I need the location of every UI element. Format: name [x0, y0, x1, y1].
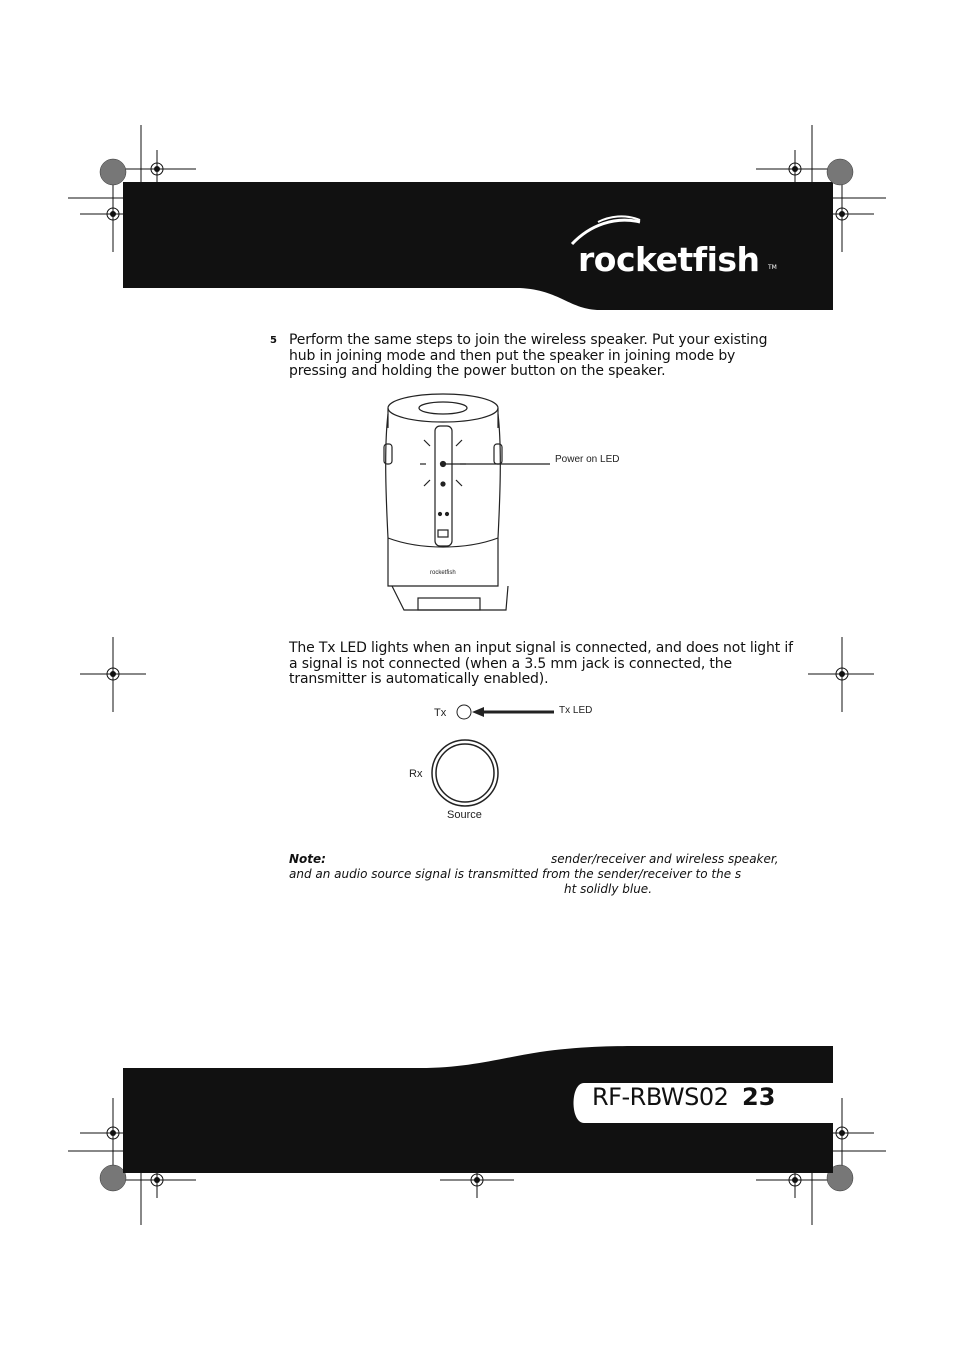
step-number: 5: [270, 335, 277, 346]
tx-line: The Tx LED lights when an input signal is connected, and does not light if: [289, 640, 793, 656]
step-line: pressing and holding the power button on the speaker.: [289, 363, 666, 379]
tx-paragraph: [289, 640, 793, 688]
speaker-illustration: [380, 388, 640, 618]
note-block: [289, 852, 779, 897]
source-label: Source: [447, 809, 482, 821]
footer-band: [0, 1040, 954, 1180]
step-line: Perform the same steps to join the wireless speaker. Put your existing: [289, 332, 768, 348]
note-line: ht solidly blue.: [564, 882, 653, 896]
trademark-mark: TM: [768, 264, 777, 271]
page-number: 23: [742, 1083, 776, 1111]
step-text: [289, 333, 779, 380]
rx-label: Rx: [409, 768, 423, 780]
tx-line: a signal is not connected (when a 3.5 mm jack is connected, the: [289, 655, 732, 672]
note-line: sender/receiver and wireless speaker,: [550, 852, 779, 866]
note-line: and an audio source signal is transmitted from the sender/receiver to the s: [289, 867, 742, 881]
note-label: Note:: [289, 852, 326, 866]
power-led-callout: Power on LED: [555, 454, 620, 465]
brand-logo: rocketfish: [578, 240, 760, 279]
tx-led-callout: Tx LED: [559, 705, 593, 716]
svg-text:rocketfish: rocketfish: [430, 570, 456, 576]
tx-line: transmitter is automatically enabled).: [289, 671, 549, 687]
model-name: RF-RBWS02: [592, 1083, 729, 1111]
step-line: hub in joining mode and then put the speaker in joining mode by: [289, 347, 736, 364]
tx-label: Tx: [434, 707, 447, 719]
